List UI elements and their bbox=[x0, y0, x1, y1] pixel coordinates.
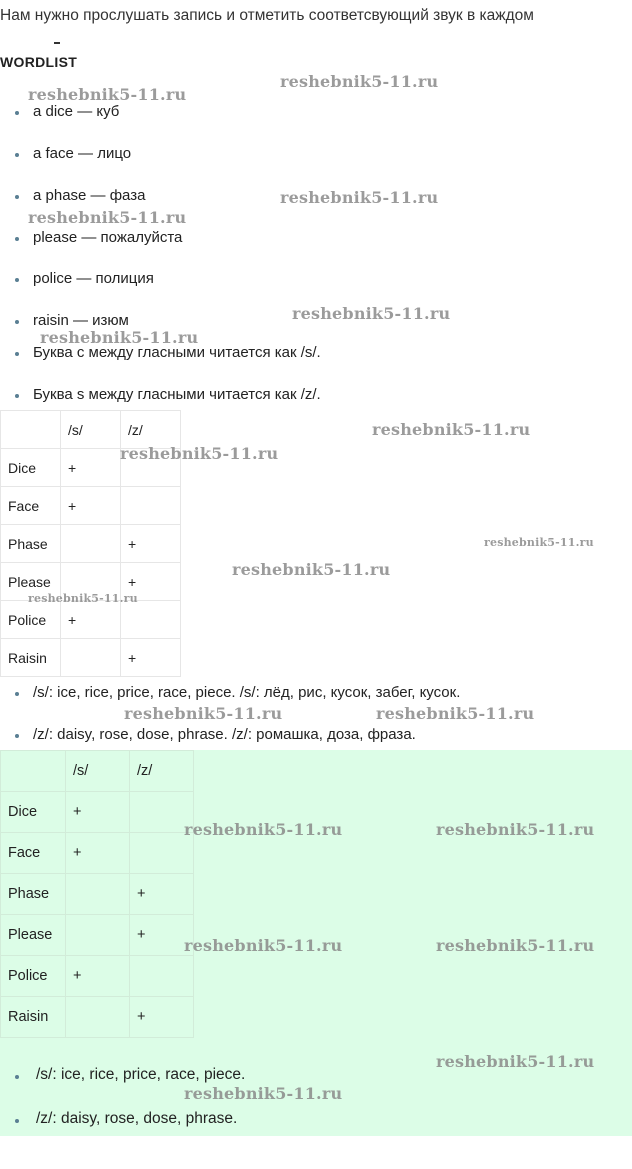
watermark: reshebnik5-11.ru bbox=[484, 536, 594, 549]
word-cell: Raisin bbox=[1, 639, 61, 677]
word-cell: Face bbox=[1, 833, 66, 874]
bullet-icon bbox=[15, 320, 19, 324]
answer-sound-table bbox=[0, 750, 194, 1038]
watermark: reshebnik5-11.ru bbox=[184, 1084, 343, 1103]
watermark: reshebnik5-11.ru bbox=[184, 820, 343, 839]
watermark: reshebnik5-11.ru bbox=[40, 328, 199, 347]
table-row bbox=[1, 601, 181, 639]
s-cell: + bbox=[61, 487, 121, 525]
s-cell bbox=[61, 525, 121, 563]
bullet-icon bbox=[15, 692, 19, 696]
dash-mark bbox=[54, 42, 60, 44]
z-cell: + bbox=[130, 997, 194, 1038]
word-cell: Police bbox=[1, 601, 61, 639]
bullet-icon bbox=[15, 352, 19, 356]
table-row bbox=[1, 956, 194, 997]
watermark: reshebnik5-11.ru bbox=[120, 444, 279, 463]
s-cell bbox=[66, 997, 130, 1038]
table-row bbox=[1, 915, 194, 956]
word-cell: Face bbox=[1, 487, 61, 525]
z-cell: + bbox=[121, 563, 181, 601]
s-cell: + bbox=[66, 833, 130, 874]
table-header-cell bbox=[1, 411, 61, 449]
watermark: reshebnik5-11.ru bbox=[28, 208, 187, 227]
s-cell: + bbox=[61, 601, 121, 639]
z-cell: + bbox=[121, 525, 181, 563]
intro-text: Нам нужно прослушать запись и отметить соответсвующий звук в каждом bbox=[0, 7, 534, 24]
table-row bbox=[1, 833, 194, 874]
z-cell bbox=[130, 956, 194, 997]
word-cell: Phase bbox=[1, 874, 66, 915]
table-row bbox=[1, 997, 194, 1038]
s-cell: + bbox=[66, 792, 130, 833]
word-cell: Police bbox=[1, 956, 66, 997]
wordlist-title: WORDLIST bbox=[0, 54, 78, 70]
word-cell: Dice bbox=[1, 449, 61, 487]
table-header-cell: /s/ bbox=[66, 751, 130, 792]
s-cell bbox=[61, 639, 121, 677]
bullet-icon bbox=[15, 237, 19, 241]
z-cell: + bbox=[121, 639, 181, 677]
watermark: reshebnik5-11.ru bbox=[28, 592, 138, 605]
table-row bbox=[1, 639, 181, 677]
s-cell: + bbox=[66, 956, 130, 997]
watermark: reshebnik5-11.ru bbox=[280, 188, 439, 207]
table-header-cell: /s/ bbox=[61, 411, 121, 449]
watermark: reshebnik5-11.ru bbox=[292, 304, 451, 323]
watermark: reshebnik5-11.ru bbox=[232, 560, 391, 579]
table-header-row bbox=[1, 411, 181, 449]
watermark: reshebnik5-11.ru bbox=[372, 420, 531, 439]
bullet-icon bbox=[15, 734, 19, 738]
table-row bbox=[1, 525, 181, 563]
word-cell: Phase bbox=[1, 525, 61, 563]
watermark: reshebnik5-11.ru bbox=[124, 704, 283, 723]
table-header-cell bbox=[1, 751, 66, 792]
bullet-icon bbox=[15, 153, 19, 157]
bullet-icon bbox=[15, 394, 19, 398]
watermark: reshebnik5-11.ru bbox=[376, 704, 535, 723]
z-cell bbox=[121, 487, 181, 525]
s-cell bbox=[66, 915, 130, 956]
table-header-row bbox=[1, 751, 194, 792]
watermark: reshebnik5-11.ru bbox=[280, 72, 439, 91]
bullet-icon bbox=[15, 1075, 19, 1079]
table-header-cell: /z/ bbox=[121, 411, 181, 449]
table-row bbox=[1, 874, 194, 915]
z-cell: + bbox=[130, 915, 194, 956]
watermark: reshebnik5-11.ru bbox=[184, 936, 343, 955]
word-cell: Please bbox=[1, 915, 66, 956]
watermark: reshebnik5-11.ru bbox=[436, 1052, 595, 1071]
table-row bbox=[1, 792, 194, 833]
table-header-cell: /z/ bbox=[130, 751, 194, 792]
bullet-icon bbox=[15, 1119, 19, 1123]
z-cell: + bbox=[130, 874, 194, 915]
word-cell: Raisin bbox=[1, 997, 66, 1038]
bullet-icon bbox=[15, 278, 19, 282]
word-cell: Dice bbox=[1, 792, 66, 833]
word-cell: Please bbox=[1, 563, 61, 601]
s-cell bbox=[66, 874, 130, 915]
s-cell: + bbox=[61, 449, 121, 487]
z-cell bbox=[121, 601, 181, 639]
table-row bbox=[1, 487, 181, 525]
watermark: reshebnik5-11.ru bbox=[436, 936, 595, 955]
bullet-icon bbox=[15, 195, 19, 199]
watermark: reshebnik5-11.ru bbox=[28, 85, 187, 104]
watermark: reshebnik5-11.ru bbox=[436, 820, 595, 839]
bullet-icon bbox=[15, 111, 19, 115]
